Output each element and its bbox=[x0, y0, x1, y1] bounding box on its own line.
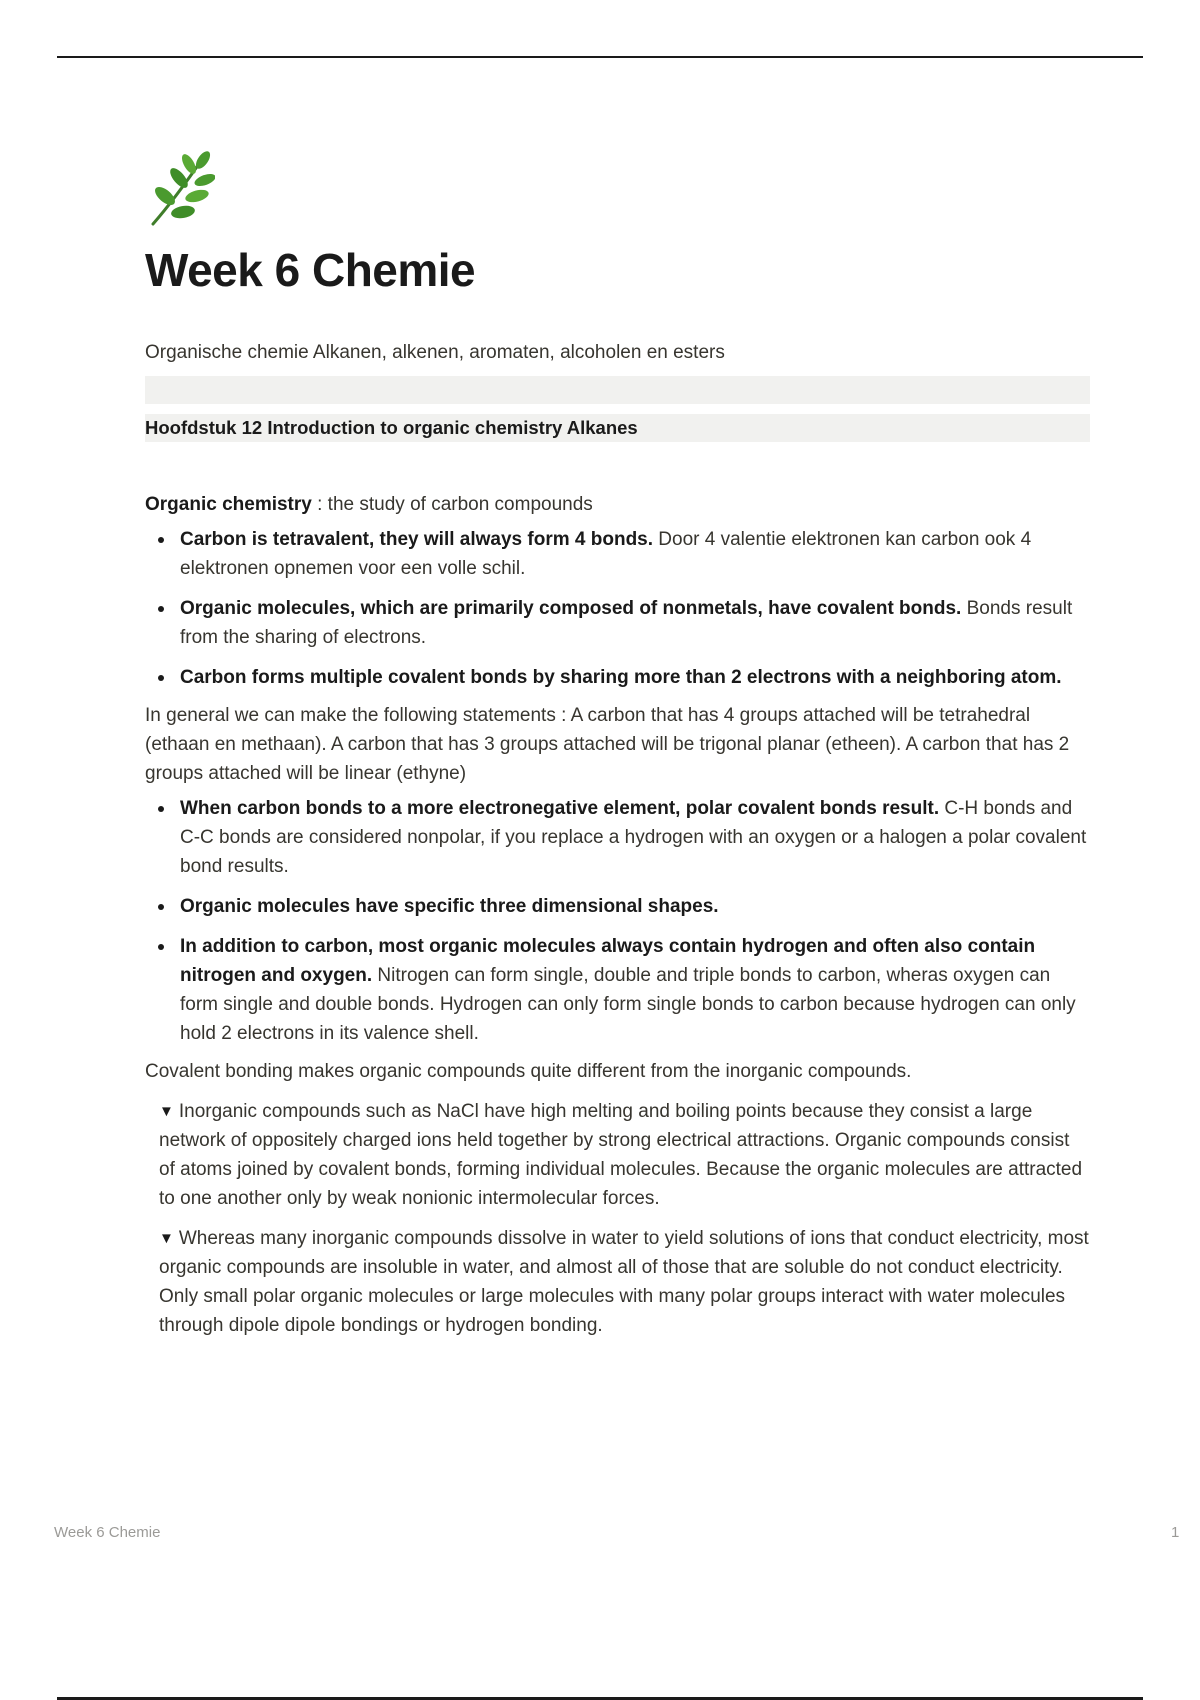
list-item-text: Bonds result from the sharing of electrons. bbox=[180, 598, 1073, 648]
definition-paragraph bbox=[145, 490, 1090, 519]
list-item-bold: Organic molecules have specific three dimensional shapes. bbox=[180, 896, 719, 917]
list-item-bold: Carbon forms multiple covalent bonds by sharing more than 2 electrons with a neighboring atom. bbox=[180, 667, 1062, 688]
bullet-dot bbox=[158, 537, 164, 543]
footer-title: Week 6 Chemie bbox=[54, 1524, 161, 1541]
list-item-bold: When carbon bonds to a more electronegative element, polar covalent bonds result. bbox=[180, 798, 940, 819]
bullet-dot bbox=[158, 606, 164, 612]
toggle-triangle-icon[interactable]: ▼ bbox=[159, 1103, 174, 1120]
list-item bbox=[145, 663, 1090, 692]
toggle-block[interactable] bbox=[145, 1224, 1090, 1340]
toggle-text: Whereas many inorganic compounds dissolve in water to yield solutions of ions that conduct electricity, most organic compounds are insoluble in water, and almost all of those that are soluble do not conduct electricity. Only small polar organic molecules or large molecules with many polar groups interact with water molecules through dipole dipole bondings or hydrogen bonding. bbox=[159, 1228, 1089, 1336]
page-subtitle: Organische chemie Alkanen, alkenen, aromaten, alcoholen en esters bbox=[145, 342, 725, 363]
bullet-dot bbox=[158, 806, 164, 812]
list-item-text: Nitrogen can form single, double and triple bonds to carbon, wheras oxygen can form single and double bonds. Hydrogen can only form single bonds to carbon because hydrogen can only hold 2 electrons in its valence shell. bbox=[180, 965, 1076, 1044]
covalent-bonding-paragraph: Covalent bonding makes organic compounds quite different from the inorganic compounds. bbox=[145, 1061, 912, 1082]
toggle-text: Inorganic compounds such as NaCl have high melting and boiling points because they consist a large network of oppositely charged ions held together by strong electrical attractions. Organic compounds consist of atoms joined by covalent bonds, forming individual molecules. Because the organic molecules are attracted to one another only by weak nonionic intermolecular forces. bbox=[159, 1101, 1083, 1209]
document-page bbox=[145, 150, 1090, 1351]
top-rule bbox=[57, 56, 1143, 58]
list-item-bold: Carbon is tetravalent, they will always form 4 bonds. bbox=[180, 529, 654, 550]
list-item-bold: Organic molecules, which are primarily composed of nonmetals, have covalent bonds. bbox=[180, 598, 962, 619]
list-item bbox=[145, 794, 1090, 881]
list-item-text: Door 4 valentie elektronen kan carbon ook 4 elektronen opnemen voor een volle schil. bbox=[180, 529, 1032, 579]
footer-page-number: 1 bbox=[1171, 1524, 1180, 1541]
list-item bbox=[145, 892, 1090, 921]
general-statements-paragraph: In general we can make the following statements : A carbon that has 4 groups attached will be tetrahedral (ethaan en methaan). A carbon that has 3 groups attached will be trigonal planar (etheen). A carbon that has 2 groups attached will be linear (ethyne) bbox=[145, 705, 1070, 784]
herb-icon bbox=[145, 150, 215, 228]
definition-text: : the study of carbon compounds bbox=[311, 494, 593, 515]
list-item bbox=[145, 932, 1090, 1048]
bullet-dot bbox=[158, 944, 164, 950]
list-item-text: C-H bonds and C-C bonds are considered nonpolar, if you replace a hydrogen with an oxygen or a halogen a polar covalent bond results. bbox=[180, 798, 1087, 877]
list-item bbox=[145, 525, 1090, 583]
bullet-list-2 bbox=[145, 794, 1090, 1048]
bullet-dot bbox=[158, 904, 164, 910]
toggle-triangle-icon[interactable]: ▼ bbox=[159, 1230, 174, 1247]
chapter-heading: Hoofdstuk 12 Introduction to organic chemistry Alkanes bbox=[145, 414, 1090, 442]
toggle-block[interactable] bbox=[145, 1097, 1090, 1213]
page-title: Week 6 Chemie bbox=[145, 244, 476, 296]
bullet-dot bbox=[158, 675, 164, 681]
empty-callout bbox=[145, 376, 1090, 404]
list-item bbox=[145, 594, 1090, 652]
bullet-list-1 bbox=[145, 525, 1090, 692]
definition-term: Organic chemistry bbox=[145, 494, 312, 515]
list-item-bold: In addition to carbon, most organic molecules always contain hydrogen and often also contain nitrogen and oxygen. bbox=[180, 936, 1036, 986]
